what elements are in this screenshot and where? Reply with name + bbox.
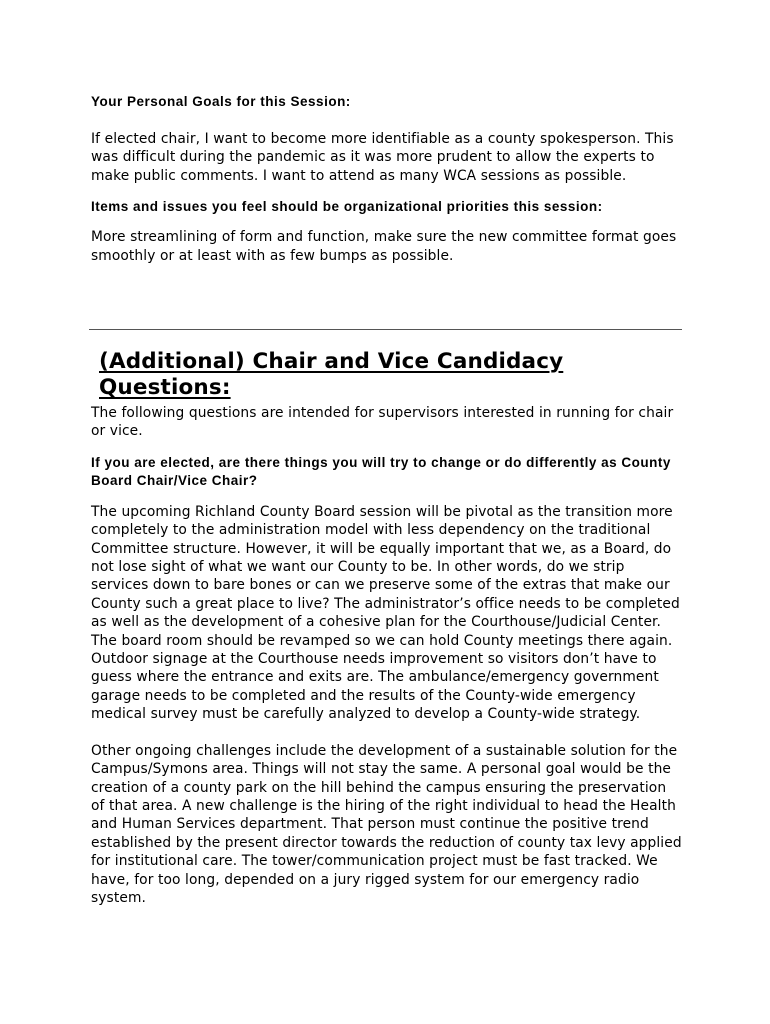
document-page [91, 93, 683, 265]
priorities-heading: Items and issues you feel should be organizational priorities this session: [91, 199, 603, 215]
priorities-answer: More streamlining of form and function, make sure the new committee format goes smoothly or at least with as few bumps as possible. [91, 229, 677, 264]
candidacy-answer-paragraph-2: Other ongoing challenges include the development of a sustainable solution for the Campus/Symons area. Things will not stay the same. A personal goal would be the creation of a county park on the hill behind the campus ensuring the preservation of that area. A new challenge is the hiring of the right individual to head the Health and Human Services department. That person must continue the positive trend established by the present director towards the reduction of county tax levy applied for institutional care. The tower/communication project must be fast tracked. We have, for too long, depended on a jury rigged system for our emergency radio system. [91, 742, 682, 906]
personal-goals-answer: If elected chair, I want to become more identifiable as a county spokesperson. This was difficult during the pandemic as it was more prudent to allow the experts to make public comments. I want to attend as many WCA sessions as possible. [91, 131, 674, 184]
candidacy-intro: The following questions are intended for supervisors interested in running for chair or vice. [91, 405, 674, 440]
section-divider [89, 329, 682, 330]
candidacy-answer-paragraph-1: The upcoming Richland County Board session will be pivotal as the transition more completely to the administration model with less dependency on the traditional Committee structure. However, it will be equally important that we, as a Board, do not lose sight of what we want our County to be. In other words, do we strip services down to bare bones or can we preserve some of the extras that make our County such a great place to live? The administrator’s office needs to be completed as well as the development of a cohesive plan for the Courthouse/Judicial Center. The board room should be revamped so we can hold County meetings there again. Outdoor signage at the Courthouse needs improvement so visitors don’t have to guess where the entrance and exits are. The ambulance/emergency government garage needs to be completed and the results of the County-wide emergency medical survey must be carefully analyzed to develop a County-wide strategy. [91, 503, 680, 723]
candidacy-title: (Additional) Chair and Vice Candidacy Questions: [99, 349, 564, 400]
candidacy-section [91, 349, 683, 907]
candidacy-question: If you are elected, are there things you will try to change or do differently as County Board Chair/Vice Chair? [91, 454, 671, 488]
personal-goals-heading: Your Personal Goals for this Session: [91, 94, 351, 109]
